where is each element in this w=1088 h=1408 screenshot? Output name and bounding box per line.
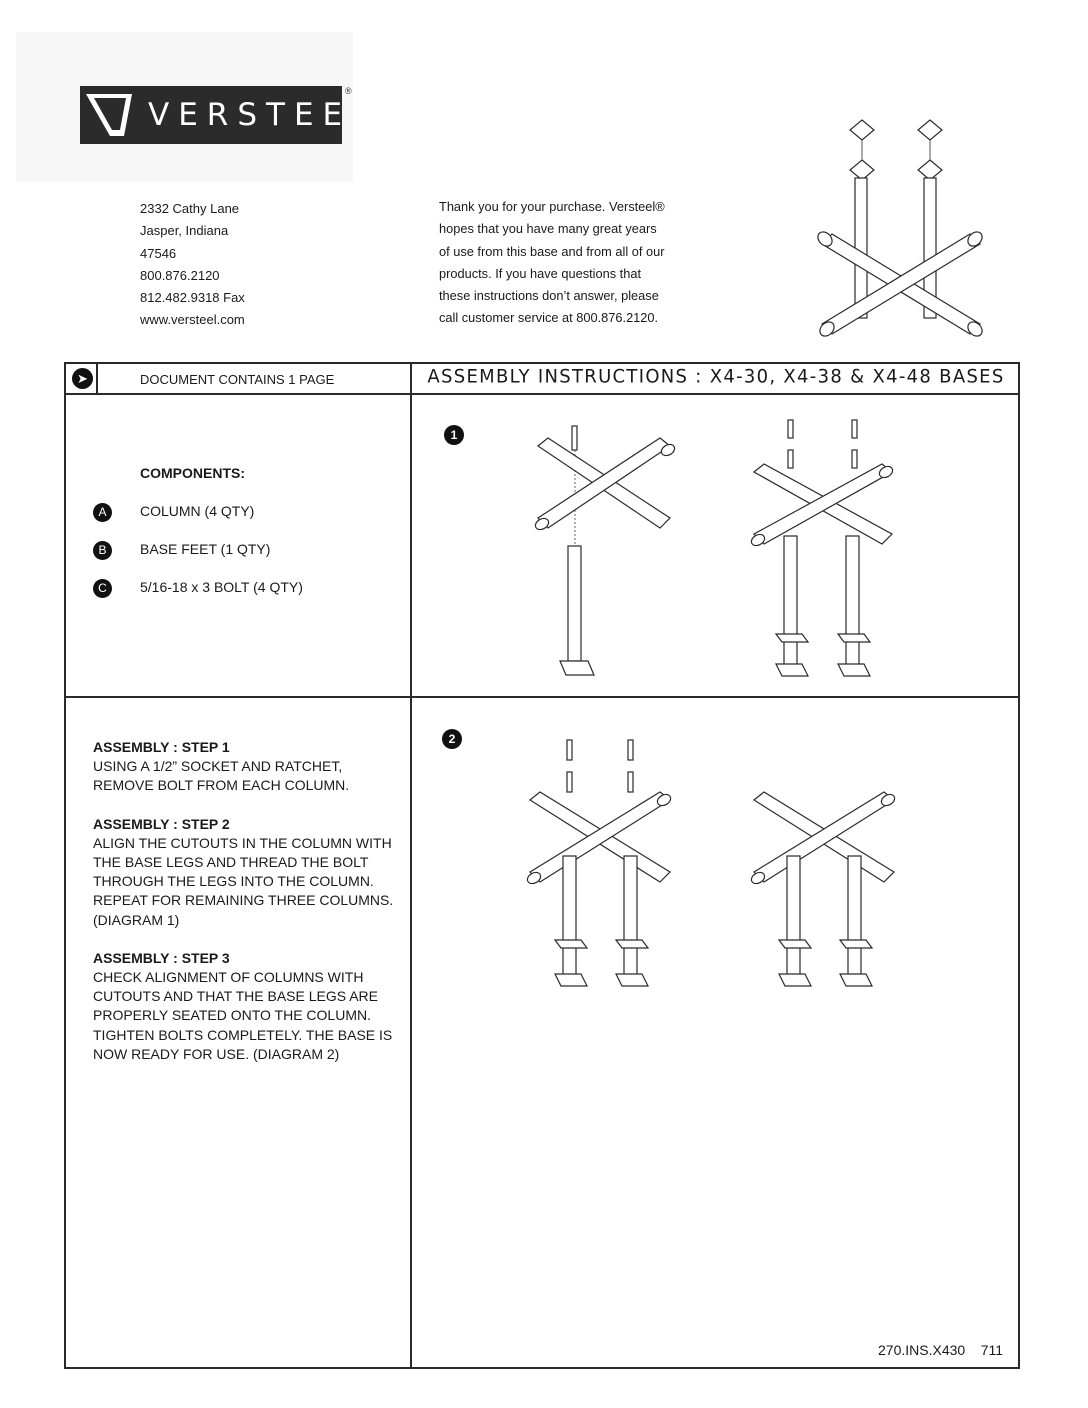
diagram-1-number: 1 <box>444 425 464 445</box>
diagram-2-assembled <box>744 790 904 990</box>
component-label-a: COLUMN (4 QTY) <box>140 503 255 519</box>
registered-mark: ® <box>345 86 352 96</box>
company-address <box>140 198 245 332</box>
step-2-title: ASSEMBLY : STEP 2 <box>93 815 230 832</box>
component-label-c: 5/16-18 x 3 BOLT (4 QTY) <box>140 579 303 595</box>
components-heading: COMPONENTS: <box>140 465 245 481</box>
diagram-1-four-columns <box>740 414 910 682</box>
arrow-separator <box>96 362 98 394</box>
logo-wordmark: VERSTEEL <box>148 97 378 133</box>
address-city: Jasper, Indiana <box>140 223 229 239</box>
address-website[interactable]: www.versteel.com <box>140 312 245 328</box>
column-divider <box>410 362 412 1369</box>
thanks-line: hopes that you have many great years <box>439 221 657 237</box>
thanks-line: of use from this base and from all of our <box>439 243 665 259</box>
step-3-body: CHECK ALIGNMENT OF COLUMNS WITH CUTOUTS AND THAT THE BASE LEGS ARE PROPERLY SEATED ONTO THE COLUMN. TIGHTEN BOLTS COMPLETELY. THE BASE IS NOW READY FOR USE. (DIAGRAM 2) <box>93 969 393 1062</box>
address-fax: 812.482.9318 Fax <box>140 290 245 306</box>
step-3-title: ASSEMBLY : STEP 3 <box>93 949 230 966</box>
component-badge-a: A <box>93 503 112 522</box>
step-2-body: ALIGN THE CUTOUTS IN THE COLUMN WITH THE BASE LEGS AND THREAD THE BOLT THROUGH THE LEGS INTO THE COLUMN. REPEAT FOR REMAINING THREE COLUMNS. (DIAGRAM 1) <box>93 834 394 928</box>
base-product-illustration <box>810 112 990 352</box>
step-1-title: ASSEMBLY : STEP 1 <box>93 739 230 755</box>
document-pages-label: DOCUMENT CONTAINS 1 PAGE <box>140 372 335 387</box>
address-zip: 47546 <box>140 245 177 261</box>
address-phone: 800.876.2120 <box>140 267 220 283</box>
arrow-icon: ➤ <box>72 368 93 389</box>
step-1-body: USING A 1/2” SOCKET AND RATCHET, REMOVE BOLT FROM EACH COLUMN. <box>93 758 350 794</box>
component-badge-b: B <box>93 541 112 560</box>
section-divider <box>64 696 1020 698</box>
thanks-line: these instructions don’t answer, please <box>439 288 659 304</box>
component-label-b: BASE FEET (1 QTY) <box>140 541 271 557</box>
address-street: 2332 Cathy Lane <box>140 201 240 216</box>
thank-you-note <box>439 196 679 330</box>
diagram-2-bolting <box>520 736 680 992</box>
diagram-1-single-column <box>520 418 690 680</box>
document-code: 270.INS.X430 711 <box>878 1342 1004 1358</box>
assembly-steps <box>93 738 405 1083</box>
thanks-line: call customer service at 800.876.2120. <box>439 310 659 326</box>
thanks-line: products. If you have questions that <box>439 265 642 281</box>
diagram-2-number: 2 <box>442 729 462 749</box>
document-title: ASSEMBLY INSTRUCTIONS : X4-30, X4-38 & X4-48 BASES <box>427 365 1005 388</box>
component-badge-c: C <box>93 579 112 598</box>
header-divider <box>64 393 1020 395</box>
versteel-logo-icon <box>80 86 138 144</box>
thanks-line: Thank you for your purchase. Versteel® <box>439 199 665 214</box>
